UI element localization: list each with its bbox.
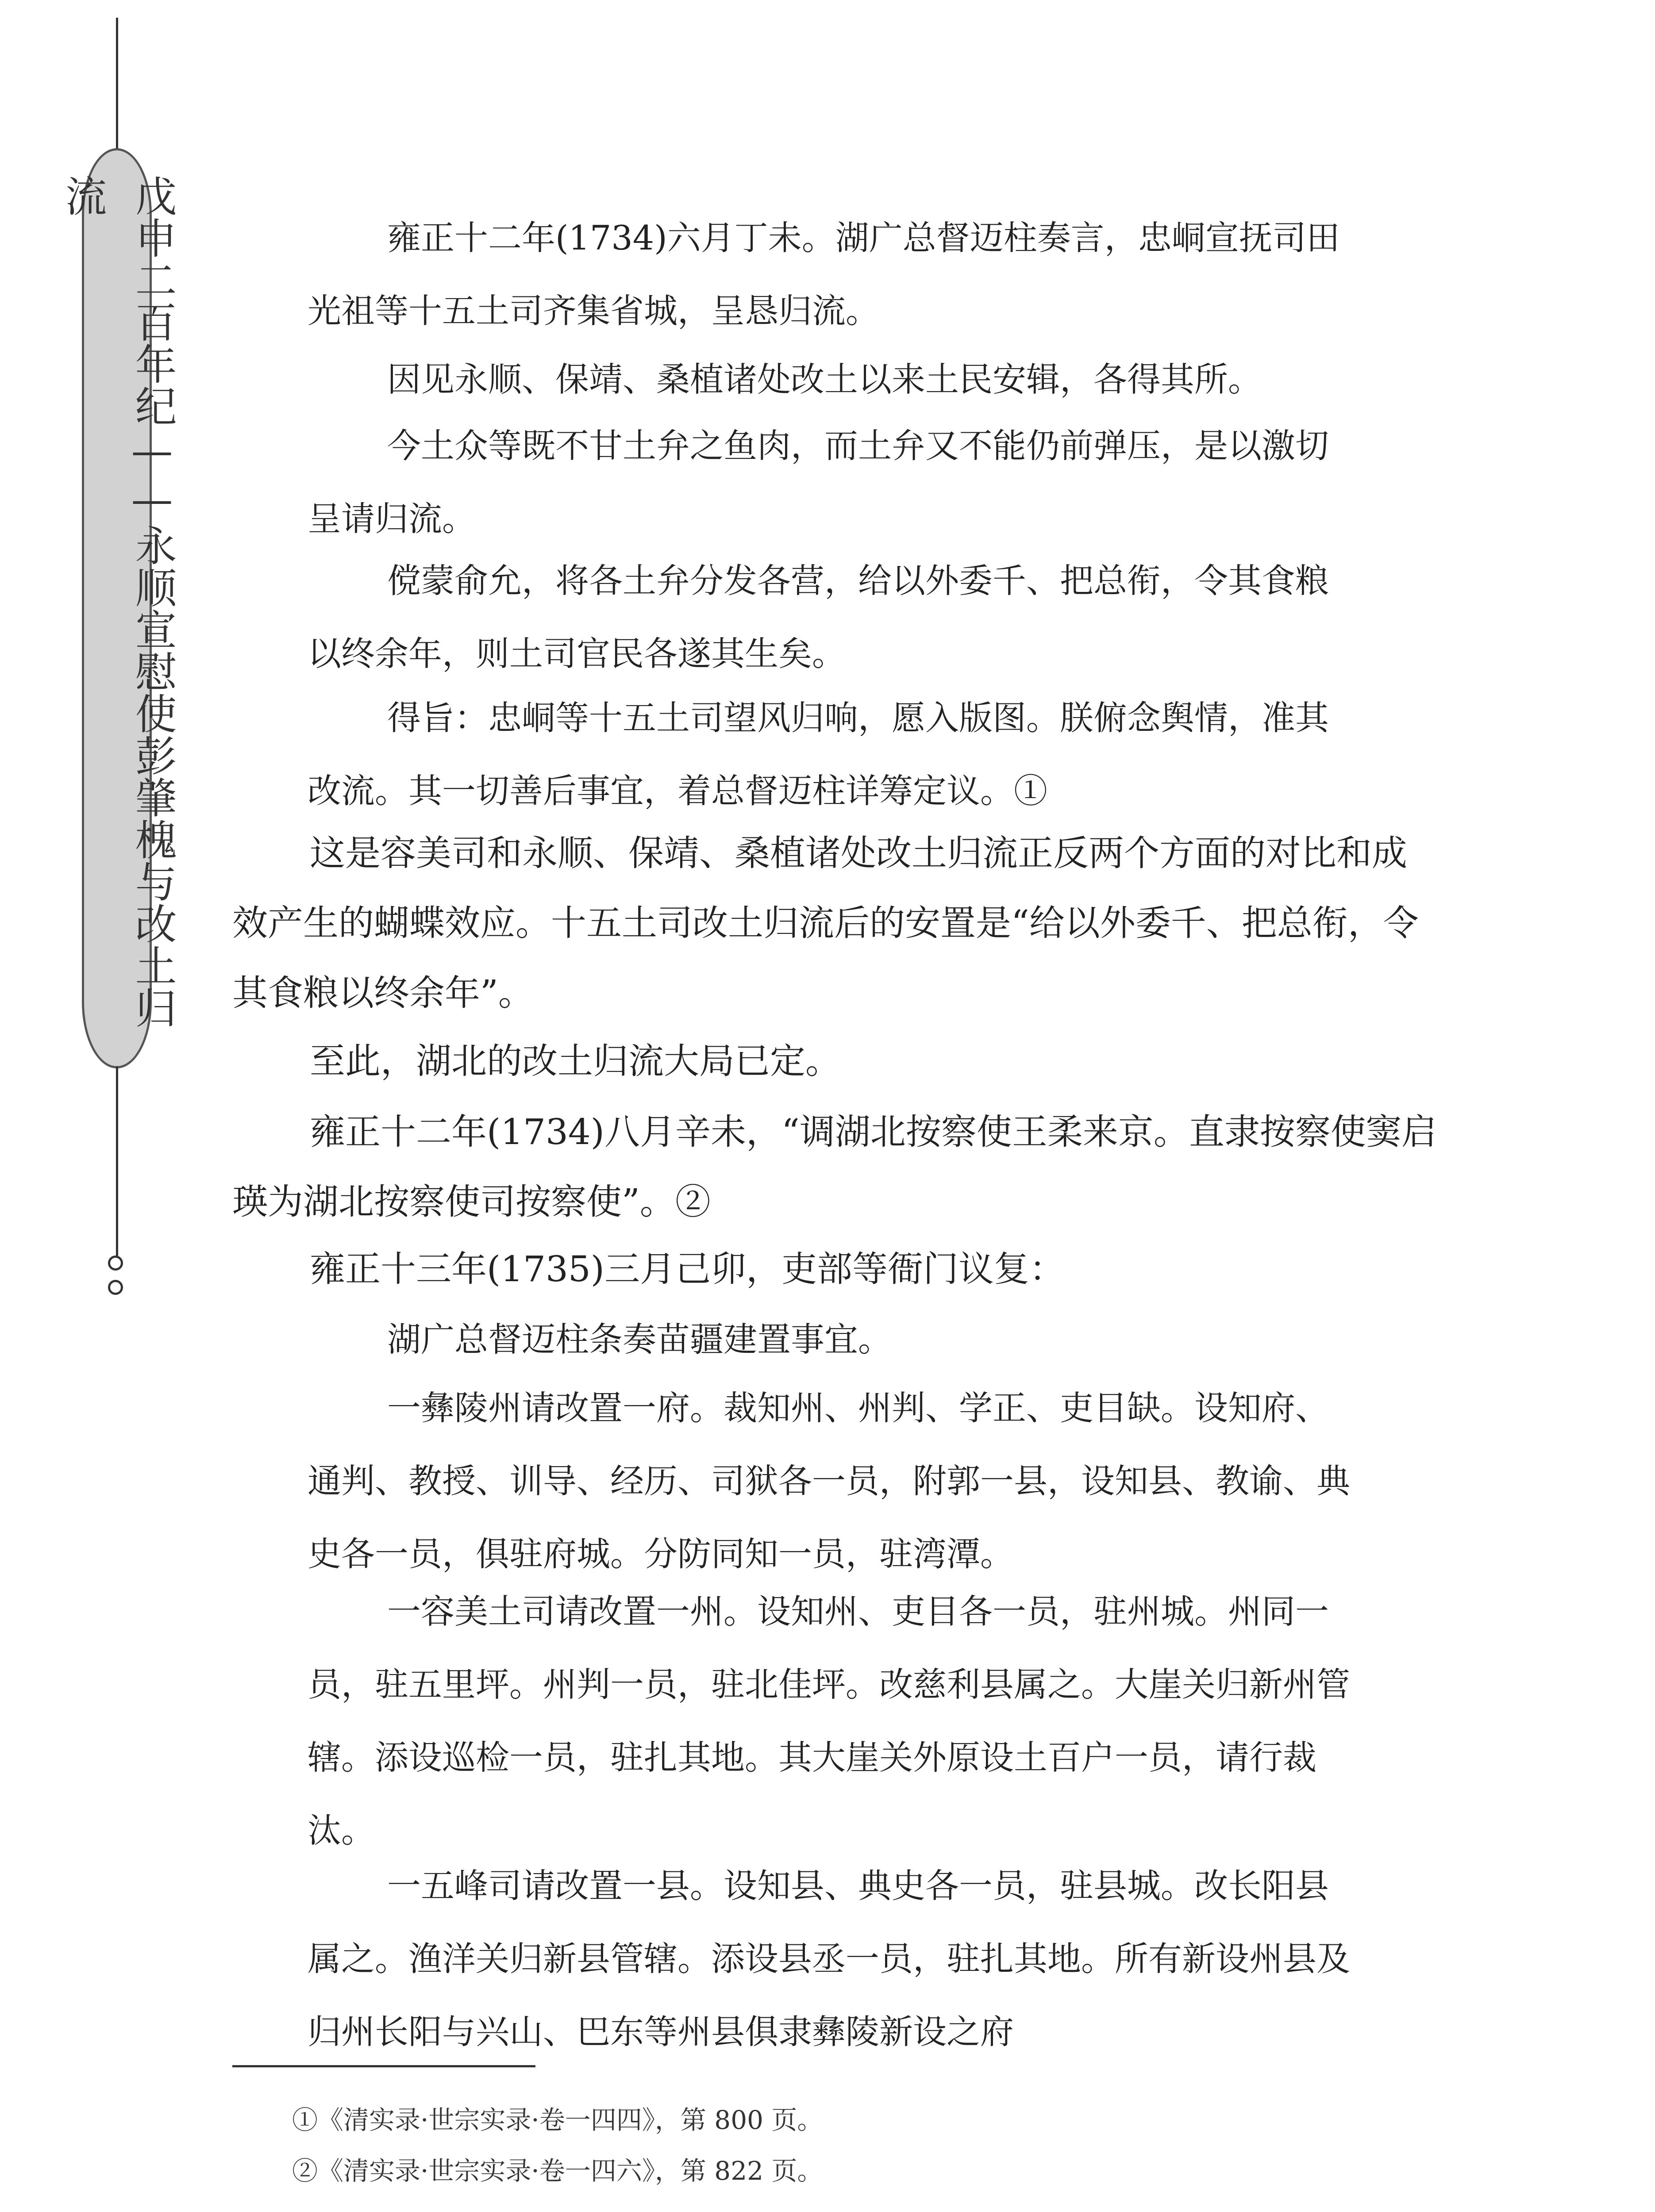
paragraph-12: 一容美土司请改置一州。设知州、吏目各一员，驻州城。州同一员，驻五里坪。州判一员，驻北佳坪。改慈利县属之。大崖关归新州管辖。添设巡检一员，驻扎其地。其大崖关外原设土百户一员，请行裁汰。	[308, 1592, 1350, 1850]
paragraph-5: 得旨：忠峒等十五土司望风归响，愿入版图。朕俯念舆情，准其改流。其一切善后事宜，着总督迈柱详筹定议。①	[308, 698, 1329, 810]
footnote-rule	[232, 2065, 535, 2067]
paragraph-11: 一彝陵州请改置一府。裁知州、州判、学正、吏目缺。设知府、通判、教授、训导、经历、司狱各一员，附郭一县，设知县、教谕、典史各一员，俱驻府城。分防同知一员，驻湾潭。	[308, 1388, 1350, 1574]
sidebar-line-bottom	[116, 1066, 118, 1256]
paragraph-3: 今土众等既不甘土弁之鱼肉，而土弁又不能仍前弹压，是以激切呈请归流。	[308, 426, 1329, 538]
paragraph-7: 至此，湖北的改土归流大局已定。	[310, 1041, 841, 1082]
paragraph-8: 雍正十二年(1734)八月辛未，“调湖北按察使王柔来京。直隶按察使窦启瑛为湖北按察使司按察使”。②	[232, 1111, 1437, 1222]
circle-ornament-1	[108, 1256, 123, 1271]
footnote-2: ②《清实录·世宗实录·卷一四六》，第 822 页。	[292, 2156, 823, 2186]
sidebar-line-top	[116, 18, 118, 150]
paragraph-10: 湖广总督迈柱条奏苗疆建置事宜。	[387, 1320, 892, 1359]
paragraph-9: 雍正十三年(1735)三月己卯，吏部等衙门议复：	[310, 1248, 1065, 1290]
running-title: 戊申二百年纪——永顺宣慰使彭肇槐与改土归流	[58, 175, 176, 1029]
paragraph-1: 雍正十二年(1734)六月丁未。湖广总督迈柱奏言，忠峒宣抚司田光祖等十五土司齐集省城，呈恳归流。	[308, 218, 1340, 330]
paragraph-2: 因见永顺、保靖、桑植诸处改土以来土民安辑，各得其所。	[387, 360, 1262, 399]
footnote-1: ①《清实录·世宗实录·卷一四四》，第 800 页。	[292, 2105, 823, 2135]
circle-ornament-2	[108, 1280, 123, 1295]
paragraph-4: 傥蒙俞允，将各土弁分发各营，给以外委千、把总衔，令其食粮以终余年，则土司官民各遂其生矣。	[308, 561, 1329, 673]
paragraph-13: 一五峰司请改置一县。设知县、典史各一员，驻县城。改长阳县属之。渔洋关归新县管辖。添设县丞一员，驻扎其地。所有新设州县及归州长阳与兴山、巴东等州县俱隶彝陵新设之府	[308, 1866, 1350, 2051]
paragraph-6: 这是容美司和永顺、保靖、桑植诸处改土归流正反两个方面的对比和成效产生的蝴蝶效应。十五土司改土归流后的安置是“给以外委千、把总衔，令其食粮以终余年”。	[232, 833, 1419, 1014]
